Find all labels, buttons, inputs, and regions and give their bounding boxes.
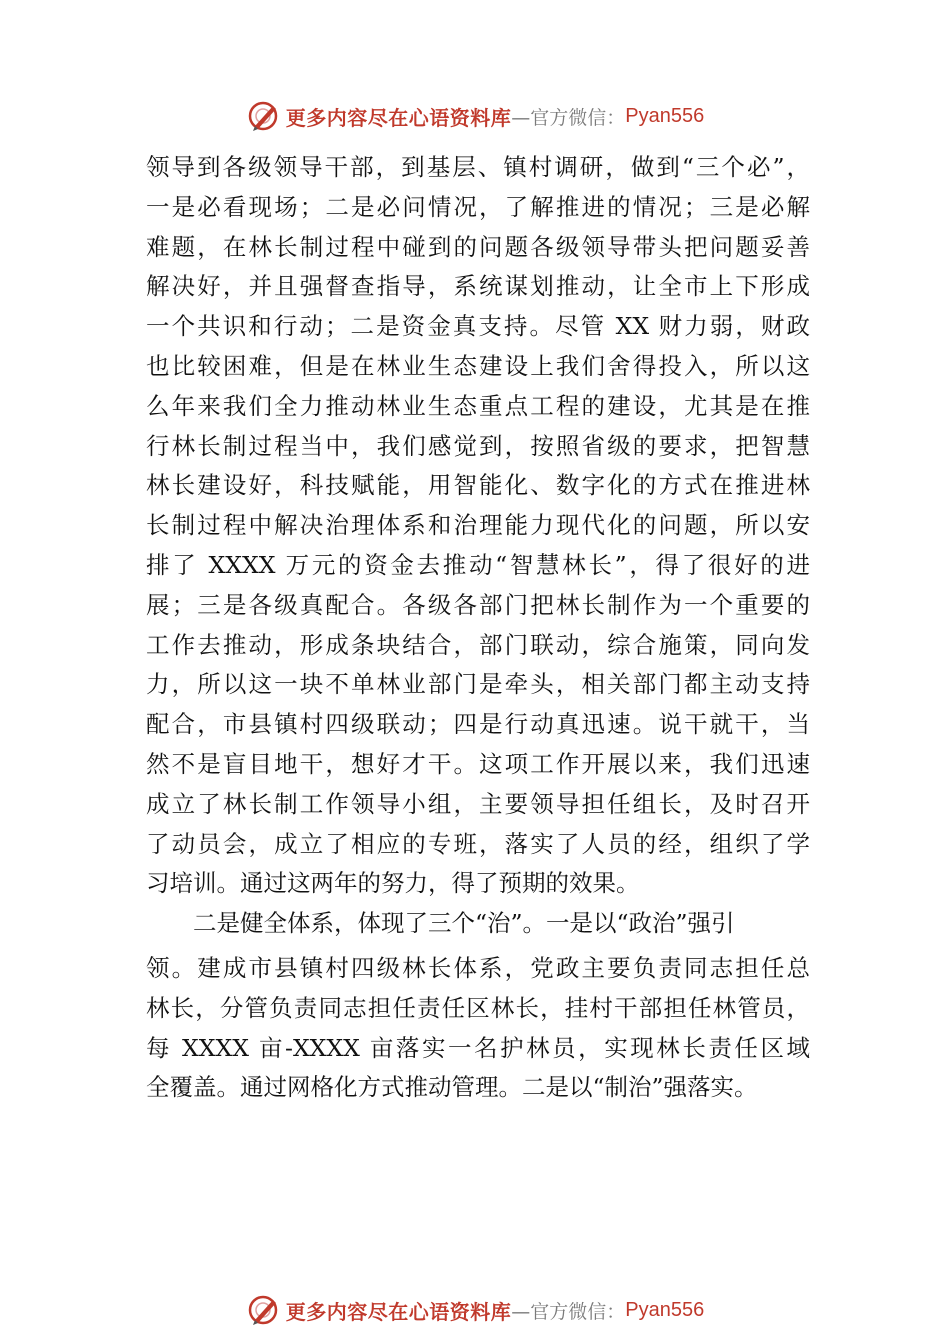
text-line: 么年来我们全力推动林业生态重点工程的建设，尤其是在推	[146, 391, 810, 420]
watermark-dash-text: —官方微信：	[511, 106, 626, 129]
watermark-main-text: 更多内容尽在心语资料库	[285, 1299, 512, 1324]
text-line: 一个共识和行动；二是资金真支持。尽管 XX 财力弱，财政	[146, 312, 810, 341]
text-line: 解决好，并且强督查指导，系统谋划推动，让全市上下形成	[146, 272, 810, 301]
header-watermark	[0, 96, 950, 136]
text-line: 配合，市县镇村四级联动；四是行动真迅速。说干就干，当	[146, 710, 810, 739]
text-line: 力，所以这一块不单林业部门是牵头，相关部门都主动支持	[146, 670, 810, 699]
text-line: 全覆盖。通过网格化方式推动管理。二是以“制治”强落实。	[146, 1073, 758, 1102]
text-line: 林长，分管负责同志担任责任区林长，挂村干部担任林管员，	[146, 993, 810, 1022]
text-line: 成立了林长制工作领导小组，主要领导担任组长，及时召开	[146, 789, 810, 818]
text-line: 林长建设好，科技赋能，用智能化、数字化的方式在推进林	[146, 471, 810, 500]
paragraph-first-line: 二是健全体系，体现了三个“治”。一是以“政治”强引	[193, 909, 735, 938]
text-line: 长制过程中解决治理体系和治理能力现代化的问题，所以安	[146, 511, 810, 540]
text-line: 了动员会，成立了相应的专班，落实了人员的经，组织了学	[146, 829, 810, 858]
watermark-main-text: 更多内容尽在心语资料库	[285, 105, 512, 130]
text-line: 难题，在林长制过程中碰到的问题各级领导带头把问题妥善	[146, 232, 810, 261]
text-line: 领。建成市县镇村四级林长体系，党政主要负责同志担任总	[146, 953, 810, 982]
text-line: 一是必看现场；二是必问情况，了解推进的情况；三是必解	[146, 192, 810, 221]
text-line: 领导到各级领导干部，到基层、镇村调研，做到“三个必”，	[146, 153, 810, 181]
text-line: 展；三是各级真配合。各级各部门把林长制作为一个重要的	[146, 590, 810, 619]
text-line: 也比较困难，但是在林业生态建设上我们舍得投入，所以这	[146, 351, 810, 380]
pen-logo-icon	[246, 1293, 280, 1327]
watermark-dash-text: —官方微信：	[511, 1300, 626, 1323]
text-line: 习培训。通过这两年的努力，得了预期的效果。	[146, 869, 640, 898]
text-line: 每 XXXX 亩-XXXX 亩落实一名护林员，实现林长责任区域	[146, 1033, 810, 1062]
text-line: 工作去推动，形成条块结合，部门联动，综合施策，同向发	[146, 630, 810, 659]
document-body	[146, 148, 810, 1108]
watermark-wechat-id: Pyan556	[625, 1298, 705, 1321]
text-line: 排了 XXXX 万元的资金去推动“智慧林长”，得了很好的进	[146, 550, 810, 579]
text-line: 然不是盲目地干，想好才干。这项工作开展以来，我们迅速	[146, 749, 810, 778]
footer-watermark	[0, 1290, 950, 1330]
pen-logo-icon	[246, 99, 280, 133]
watermark-wechat-id: Pyan556	[625, 104, 705, 127]
text-line: 行林长制过程当中，我们感觉到，按照省级的要求，把智慧	[146, 431, 810, 460]
